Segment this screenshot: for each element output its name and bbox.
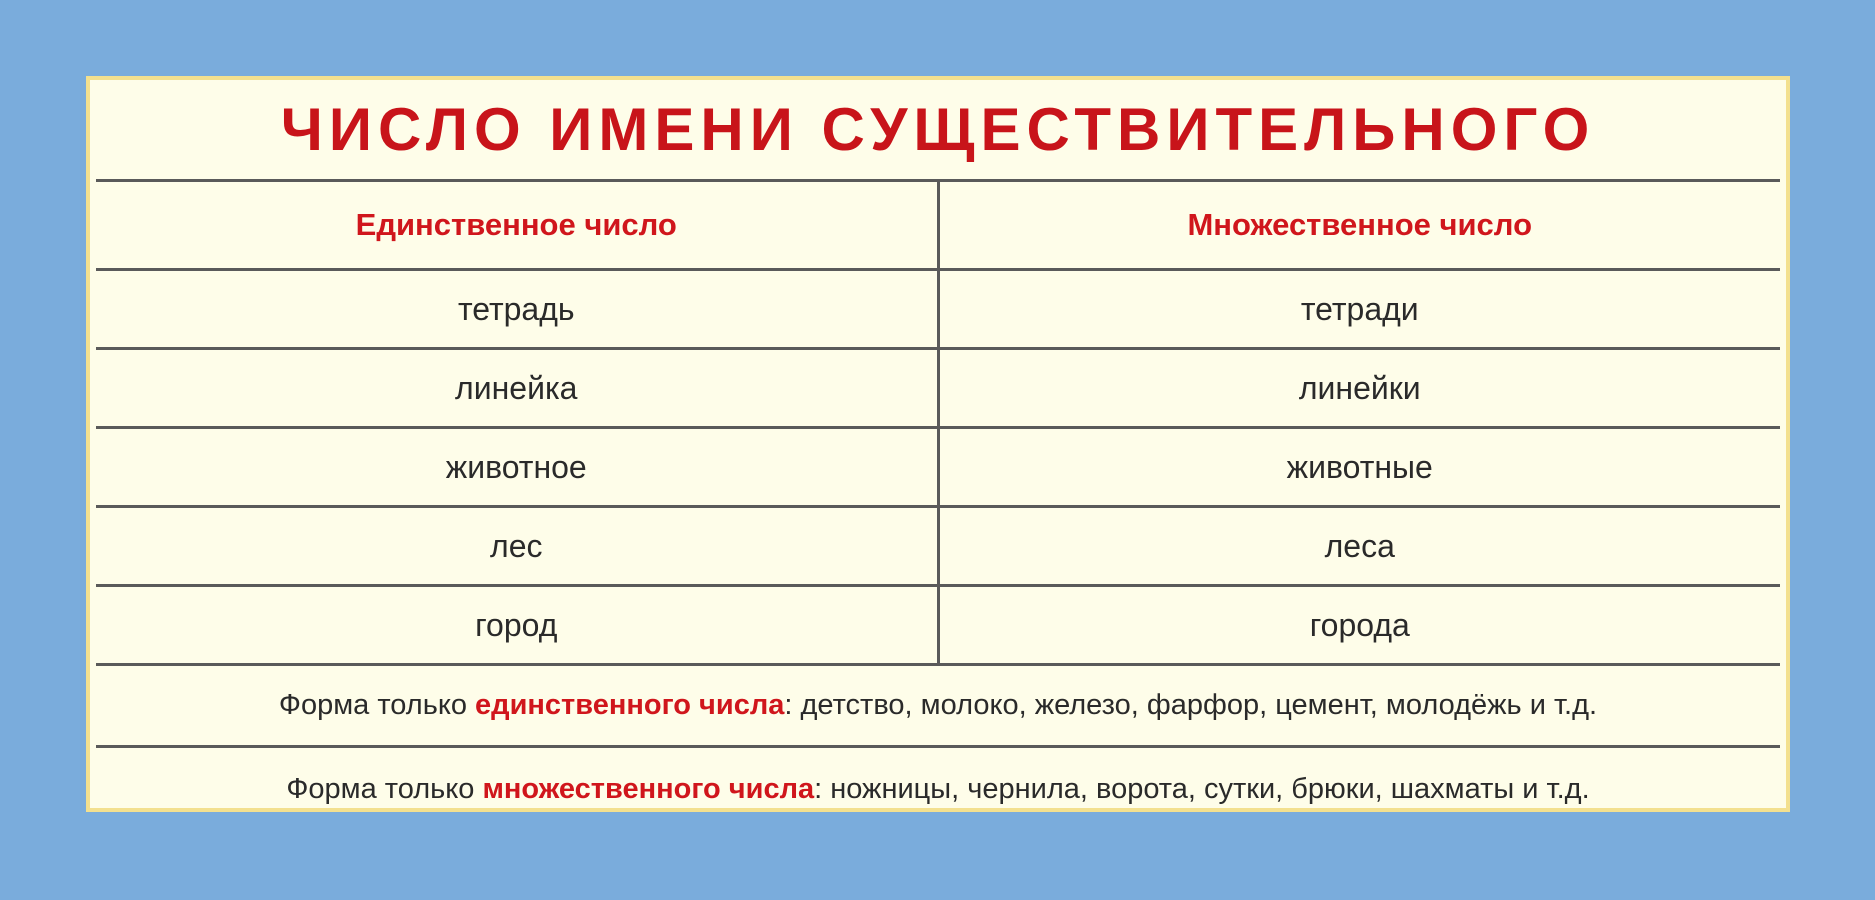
plural-cell: леса <box>938 507 1780 586</box>
note-prefix: Форма только <box>278 689 476 721</box>
singular-cell: тетрадь <box>96 270 938 349</box>
page-title: ЧИСЛО ИМЕНИ СУЩЕСТВИТЕЛЬНОГО <box>96 80 1780 182</box>
table-row <box>96 586 1780 665</box>
singular-cell: город <box>96 586 938 665</box>
note-prefix: Форма только <box>286 772 483 805</box>
table-row <box>96 349 1780 428</box>
header-singular: Единственное число <box>96 182 938 270</box>
singular-cell: лес <box>96 507 938 586</box>
note-examples: : детство, молоко, железо, фарфор, цемент, молодёжь и т.д. <box>784 689 1598 721</box>
plural-cell: животные <box>938 428 1780 507</box>
note-singular-only <box>96 666 1780 748</box>
table-row <box>96 507 1780 586</box>
table-row <box>96 428 1780 507</box>
table-row <box>96 270 1780 349</box>
number-forms-table <box>96 182 1780 666</box>
plural-cell: тетради <box>938 270 1780 349</box>
plural-cell: города <box>938 586 1780 665</box>
note-highlight: множественного числа <box>482 772 815 805</box>
note-examples: : ножницы, чернила, ворота, сутки, брюки, шахматы и т.д. <box>814 772 1590 805</box>
noun-number-card <box>86 76 1790 812</box>
header-plural: Множественное число <box>938 182 1780 270</box>
plural-cell: линейки <box>938 349 1780 428</box>
singular-cell: животное <box>96 428 938 507</box>
note-plural-only <box>96 748 1780 830</box>
table-header-row <box>96 182 1780 270</box>
singular-cell: линейка <box>96 349 938 428</box>
note-highlight: единственного числа <box>475 689 785 721</box>
